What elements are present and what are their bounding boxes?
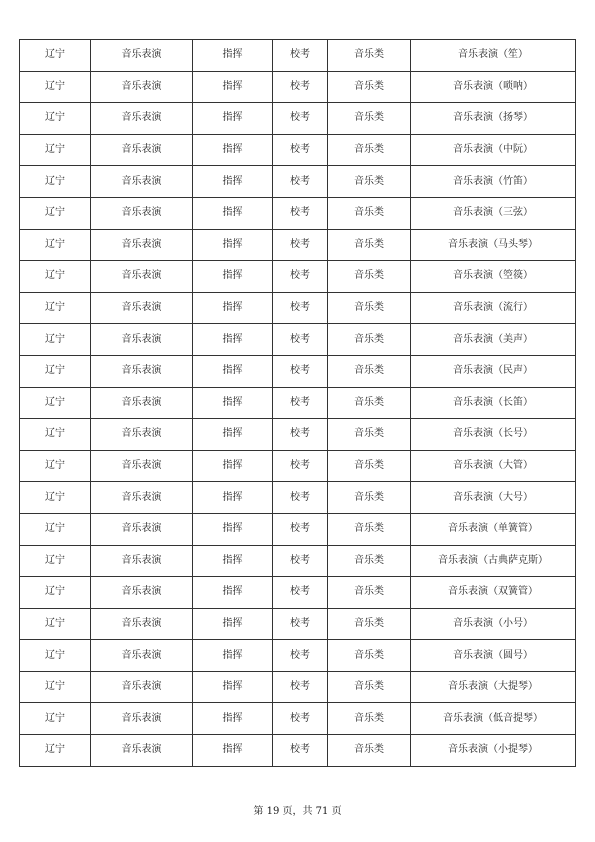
table-row (20, 482, 576, 514)
province-cell: 辽宁 (20, 261, 91, 293)
table-row (20, 735, 576, 767)
major-cell: 音乐表演 (91, 735, 193, 767)
category-cell: 音乐类 (328, 735, 411, 767)
province-cell: 辽宁 (20, 197, 91, 229)
exam-type-cell: 校考 (273, 735, 328, 767)
exam-type-cell: 校考 (273, 513, 328, 545)
category-cell: 音乐类 (328, 261, 411, 293)
province-cell: 辽宁 (20, 166, 91, 198)
sub-major-cell: 音乐表演（箜篌） (411, 261, 576, 293)
direction-cell: 指挥 (193, 197, 273, 229)
direction-cell: 指挥 (193, 482, 273, 514)
sub-major-cell: 音乐表演（流行） (411, 292, 576, 324)
province-cell: 辽宁 (20, 577, 91, 609)
exam-type-cell: 校考 (273, 292, 328, 324)
province-cell: 辽宁 (20, 419, 91, 451)
province-cell: 辽宁 (20, 71, 91, 103)
major-cell: 音乐表演 (91, 134, 193, 166)
major-cell: 音乐表演 (91, 482, 193, 514)
exam-type-cell: 校考 (273, 640, 328, 672)
major-cell: 音乐表演 (91, 640, 193, 672)
province-cell: 辽宁 (20, 608, 91, 640)
table-row (20, 261, 576, 293)
direction-cell: 指挥 (193, 671, 273, 703)
sub-major-cell: 音乐表演（低音提琴） (411, 703, 576, 735)
province-cell: 辽宁 (20, 134, 91, 166)
table-row (20, 197, 576, 229)
province-cell: 辽宁 (20, 545, 91, 577)
table-row (20, 292, 576, 324)
province-cell: 辽宁 (20, 292, 91, 324)
province-cell: 辽宁 (20, 229, 91, 261)
province-cell: 辽宁 (20, 513, 91, 545)
category-cell: 音乐类 (328, 482, 411, 514)
exam-type-cell: 校考 (273, 671, 328, 703)
category-cell: 音乐类 (328, 450, 411, 482)
province-cell: 辽宁 (20, 640, 91, 672)
province-cell: 辽宁 (20, 703, 91, 735)
major-cell: 音乐表演 (91, 545, 193, 577)
province-cell: 辽宁 (20, 450, 91, 482)
sub-major-cell: 音乐表演（中阮） (411, 134, 576, 166)
major-cell: 音乐表演 (91, 71, 193, 103)
direction-cell: 指挥 (193, 608, 273, 640)
category-cell: 音乐类 (328, 513, 411, 545)
direction-cell: 指挥 (193, 166, 273, 198)
major-cell: 音乐表演 (91, 513, 193, 545)
category-cell: 音乐类 (328, 166, 411, 198)
exam-type-cell: 校考 (273, 40, 328, 72)
table-row (20, 608, 576, 640)
sub-major-cell: 音乐表演（唢呐） (411, 71, 576, 103)
direction-cell: 指挥 (193, 735, 273, 767)
exam-type-cell: 校考 (273, 261, 328, 293)
province-cell: 辽宁 (20, 324, 91, 356)
major-cell: 音乐表演 (91, 387, 193, 419)
exam-type-cell: 校考 (273, 355, 328, 387)
major-cell: 音乐表演 (91, 450, 193, 482)
major-cell: 音乐表演 (91, 166, 193, 198)
category-cell: 音乐类 (328, 134, 411, 166)
sub-major-cell: 音乐表演（大提琴） (411, 671, 576, 703)
sub-major-cell: 音乐表演（三弦） (411, 197, 576, 229)
exam-type-cell: 校考 (273, 71, 328, 103)
sub-major-cell: 音乐表演（美声） (411, 324, 576, 356)
province-cell: 辽宁 (20, 671, 91, 703)
major-cell: 音乐表演 (91, 292, 193, 324)
exam-type-cell: 校考 (273, 450, 328, 482)
category-cell: 音乐类 (328, 419, 411, 451)
exam-type-cell: 校考 (273, 324, 328, 356)
category-cell: 音乐类 (328, 387, 411, 419)
major-cell: 音乐表演 (91, 577, 193, 609)
table-row (20, 71, 576, 103)
direction-cell: 指挥 (193, 229, 273, 261)
sub-major-cell: 音乐表演（小号） (411, 608, 576, 640)
page-footer (0, 806, 595, 818)
sub-major-cell: 音乐表演（大号） (411, 482, 576, 514)
sub-major-cell: 音乐表演（长笛） (411, 387, 576, 419)
direction-cell: 指挥 (193, 513, 273, 545)
category-cell: 音乐类 (328, 577, 411, 609)
major-cell: 音乐表演 (91, 197, 193, 229)
sub-major-cell: 音乐表演（大管） (411, 450, 576, 482)
sub-major-cell: 音乐表演（竹笛） (411, 166, 576, 198)
table-row (20, 450, 576, 482)
category-cell: 音乐类 (328, 292, 411, 324)
direction-cell: 指挥 (193, 355, 273, 387)
direction-cell: 指挥 (193, 103, 273, 135)
category-cell: 音乐类 (328, 545, 411, 577)
table-row (20, 703, 576, 735)
category-cell: 音乐类 (328, 103, 411, 135)
page-number-label: 第 19 页，共 71 页 (253, 806, 342, 817)
direction-cell: 指挥 (193, 40, 273, 72)
category-cell: 音乐类 (328, 324, 411, 356)
table-row (20, 229, 576, 261)
province-cell: 辽宁 (20, 735, 91, 767)
category-cell: 音乐类 (328, 640, 411, 672)
category-cell: 音乐类 (328, 608, 411, 640)
province-cell: 辽宁 (20, 355, 91, 387)
category-cell: 音乐类 (328, 197, 411, 229)
category-cell: 音乐类 (328, 671, 411, 703)
exam-type-cell: 校考 (273, 545, 328, 577)
table-body (20, 40, 576, 767)
exam-type-cell: 校考 (273, 608, 328, 640)
sub-major-cell: 音乐表演（民声） (411, 355, 576, 387)
direction-cell: 指挥 (193, 450, 273, 482)
sub-major-cell: 音乐表演（小提琴） (411, 735, 576, 767)
sub-major-cell: 音乐表演（单簧管） (411, 513, 576, 545)
table-row (20, 640, 576, 672)
table-row (20, 134, 576, 166)
direction-cell: 指挥 (193, 261, 273, 293)
table-row (20, 324, 576, 356)
province-cell: 辽宁 (20, 103, 91, 135)
direction-cell: 指挥 (193, 419, 273, 451)
table-row (20, 419, 576, 451)
exam-type-cell: 校考 (273, 197, 328, 229)
sub-major-cell: 音乐表演（古典萨克斯） (411, 545, 576, 577)
exam-type-cell: 校考 (273, 103, 328, 135)
major-cell: 音乐表演 (91, 103, 193, 135)
table-row (20, 513, 576, 545)
exam-type-cell: 校考 (273, 166, 328, 198)
category-cell: 音乐类 (328, 703, 411, 735)
direction-cell: 指挥 (193, 134, 273, 166)
sub-major-cell: 音乐表演（双簧管） (411, 577, 576, 609)
table-row (20, 545, 576, 577)
major-cell: 音乐表演 (91, 324, 193, 356)
category-cell: 音乐类 (328, 71, 411, 103)
direction-cell: 指挥 (193, 545, 273, 577)
table-row (20, 671, 576, 703)
province-cell: 辽宁 (20, 387, 91, 419)
major-cell: 音乐表演 (91, 355, 193, 387)
table-row (20, 103, 576, 135)
province-cell: 辽宁 (20, 482, 91, 514)
direction-cell: 指挥 (193, 640, 273, 672)
direction-cell: 指挥 (193, 324, 273, 356)
sub-major-cell: 音乐表演（圆号） (411, 640, 576, 672)
major-cell: 音乐表演 (91, 671, 193, 703)
table-row (20, 40, 576, 72)
sub-major-cell: 音乐表演（笙） (411, 40, 576, 72)
exam-type-cell: 校考 (273, 703, 328, 735)
category-cell: 音乐类 (328, 229, 411, 261)
table-row (20, 166, 576, 198)
table-row (20, 387, 576, 419)
major-cell: 音乐表演 (91, 703, 193, 735)
province-cell: 辽宁 (20, 40, 91, 72)
table-row (20, 577, 576, 609)
category-cell: 音乐类 (328, 40, 411, 72)
category-cell: 音乐类 (328, 355, 411, 387)
major-cell: 音乐表演 (91, 229, 193, 261)
major-cell: 音乐表演 (91, 40, 193, 72)
exam-type-cell: 校考 (273, 387, 328, 419)
sub-major-cell: 音乐表演（扬琴） (411, 103, 576, 135)
major-cell: 音乐表演 (91, 608, 193, 640)
major-cell: 音乐表演 (91, 419, 193, 451)
major-cell: 音乐表演 (91, 261, 193, 293)
exam-type-cell: 校考 (273, 482, 328, 514)
exam-type-cell: 校考 (273, 577, 328, 609)
direction-cell: 指挥 (193, 577, 273, 609)
direction-cell: 指挥 (193, 292, 273, 324)
exam-type-cell: 校考 (273, 229, 328, 261)
admissions-table (19, 39, 576, 767)
direction-cell: 指挥 (193, 703, 273, 735)
table-row (20, 355, 576, 387)
exam-type-cell: 校考 (273, 419, 328, 451)
sub-major-cell: 音乐表演（马头琴） (411, 229, 576, 261)
direction-cell: 指挥 (193, 71, 273, 103)
exam-type-cell: 校考 (273, 134, 328, 166)
sub-major-cell: 音乐表演（长号） (411, 419, 576, 451)
direction-cell: 指挥 (193, 387, 273, 419)
